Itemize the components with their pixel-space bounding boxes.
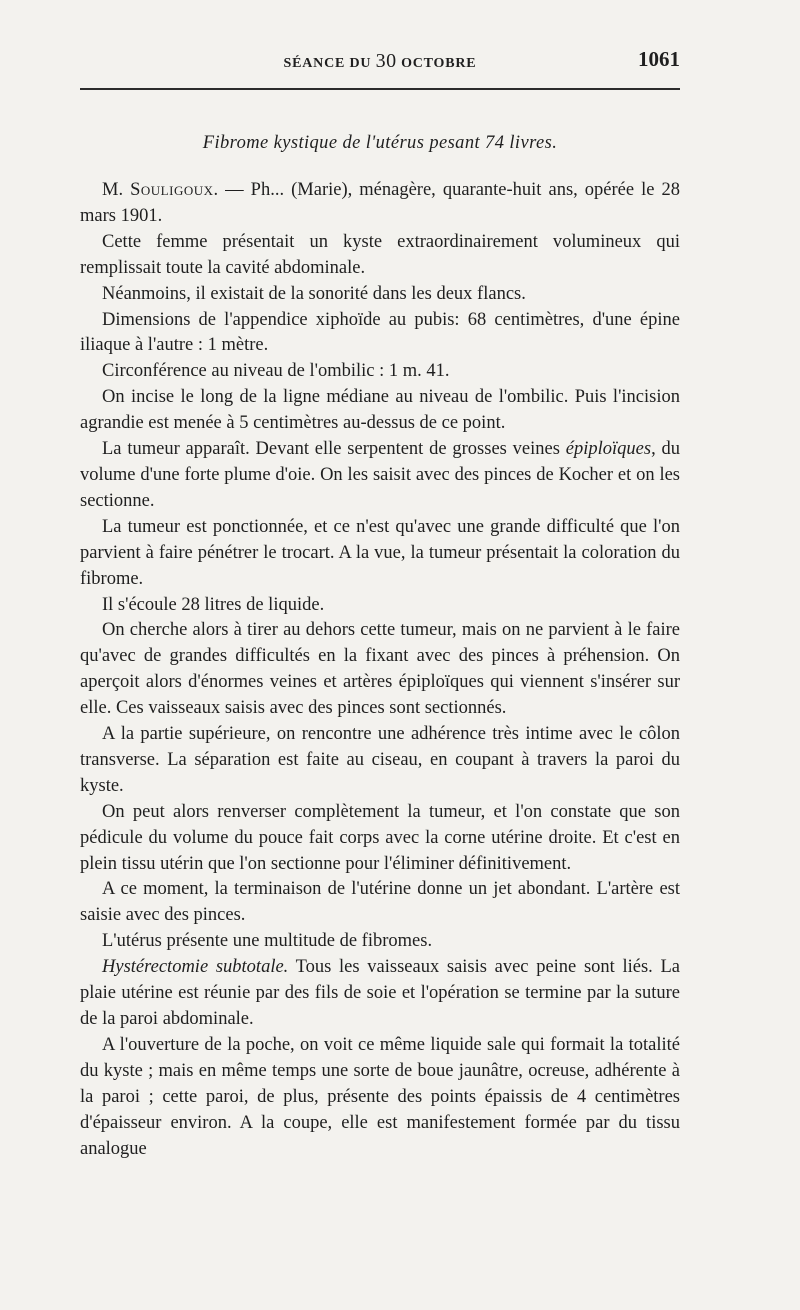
paragraph: On incise le long de la ligne médiane au niveau de l'ombilic. Puis l'incision agrandie est menée à 5 centimètres au-dessus de ce point. bbox=[80, 387, 680, 434]
paragraph: On peut alors renverser complètement la tumeur, et l'on constate que son pédicule du volume du pouce fait corps avec la corne utérine droite. Et c'est en plein tissu utérin que l'on sectionne pour l'éliminer définitivement. bbox=[80, 801, 680, 874]
paragraph: Circonférence au niveau de l'ombilic : 1 m. 41. bbox=[102, 361, 450, 382]
paragraph: A l'ouverture de la poche, on voit ce même liquide sale qui formait la totalité du kyste ; mais en même temps une sorte de boue jaunâtre, ocreuse, adhérente à la paroi ; cette paroi, de plus, présente des points épaissis de 4 centimètres d'épaisseur environ. A la coupe, elle est manifestement formée par du tissu analogue bbox=[80, 1034, 680, 1159]
paragraph-text: . — Ph... (Marie), ménagère, quarante-huit ans, opérée le 28 mars 1901. bbox=[80, 180, 681, 226]
paragraph: Néanmoins, il existait de la sonorité dans les deux flancs. bbox=[102, 283, 526, 304]
paragraph bbox=[80, 437, 680, 515]
header-rule bbox=[80, 88, 680, 90]
paragraph: La tumeur est ponctionnée, et ce n'est qu'avec une grande difficulté que l'on parvient à faire pénétrer le trocart. A la vue, la tumeur présentait la coloration du fibrome. bbox=[80, 516, 680, 589]
paragraph: Il s'écoule 28 litres de liquide. bbox=[102, 594, 325, 615]
paragraph: L'utérus présente une multitude de fibromes. bbox=[102, 931, 433, 952]
running-head-title bbox=[80, 50, 680, 73]
paragraph: A ce moment, la terminaison de l'utérine donne un jet abondant. L'artère est saisie avec des pinces. bbox=[80, 879, 680, 926]
italic-term: épiploïques bbox=[565, 439, 652, 460]
paragraph: A la partie supérieure, on rencontre une adhérence très intime avec le côlon transverse. La séparation est faite au ciseau, en coupant à travers la paroi du kyste. bbox=[80, 724, 680, 796]
article-title: Fibrome kystique de l'utérus pesant 74 livres. bbox=[202, 133, 558, 153]
running-head-suffix: OCTOBRE bbox=[396, 56, 477, 71]
paragraph: Dimensions de l'appendice xiphoïde au pubis: 68 centimètres, d'une épine iliaque à l'autre : 1 mètre. bbox=[80, 309, 680, 356]
page-number: 1061 bbox=[638, 47, 680, 71]
paragraph: On cherche alors à tirer au dehors cette tumeur, mais on ne parvient à le faire qu'avec de grandes difficultés en la fixant avec des pinces à préhension. On aperçoit alors d'énormes veines et artères épiploïques qui viennent s'insérer sur elle. Ces vaisseaux saisis avec des pinces sont sectionnés. bbox=[80, 620, 680, 719]
procedure-name: Hystérectomie subtotale. bbox=[102, 957, 289, 978]
paragraph-text: La tumeur apparaît. Devant elle serpentent de grosses veines bbox=[102, 439, 566, 460]
paragraph-text: , du volume d'une forte plume d'oie. On les saisit avec des pinces de Kocher et on les sectionne. bbox=[80, 439, 680, 511]
paragraph bbox=[80, 955, 680, 1033]
author-prefix: M. bbox=[102, 180, 131, 200]
paragraph: Cette femme présentait un kyste extraordinairement volumineux qui remplissait toute la cavité abdominale. bbox=[80, 231, 680, 278]
article-body bbox=[80, 178, 680, 1162]
running-head-date: 30 bbox=[375, 50, 397, 72]
paragraph bbox=[80, 178, 680, 230]
paragraph-text: Tous les vaisseaux saisis avec peine sont liés. La plaie utérine est réunie par des fils de soie et l'opération se termine par la suture de la paroi abdominale. bbox=[80, 957, 680, 1029]
running-head-prefix: SÉANCE DU bbox=[283, 56, 376, 71]
author-name: Souligoux bbox=[130, 180, 214, 200]
running-head bbox=[80, 47, 680, 76]
